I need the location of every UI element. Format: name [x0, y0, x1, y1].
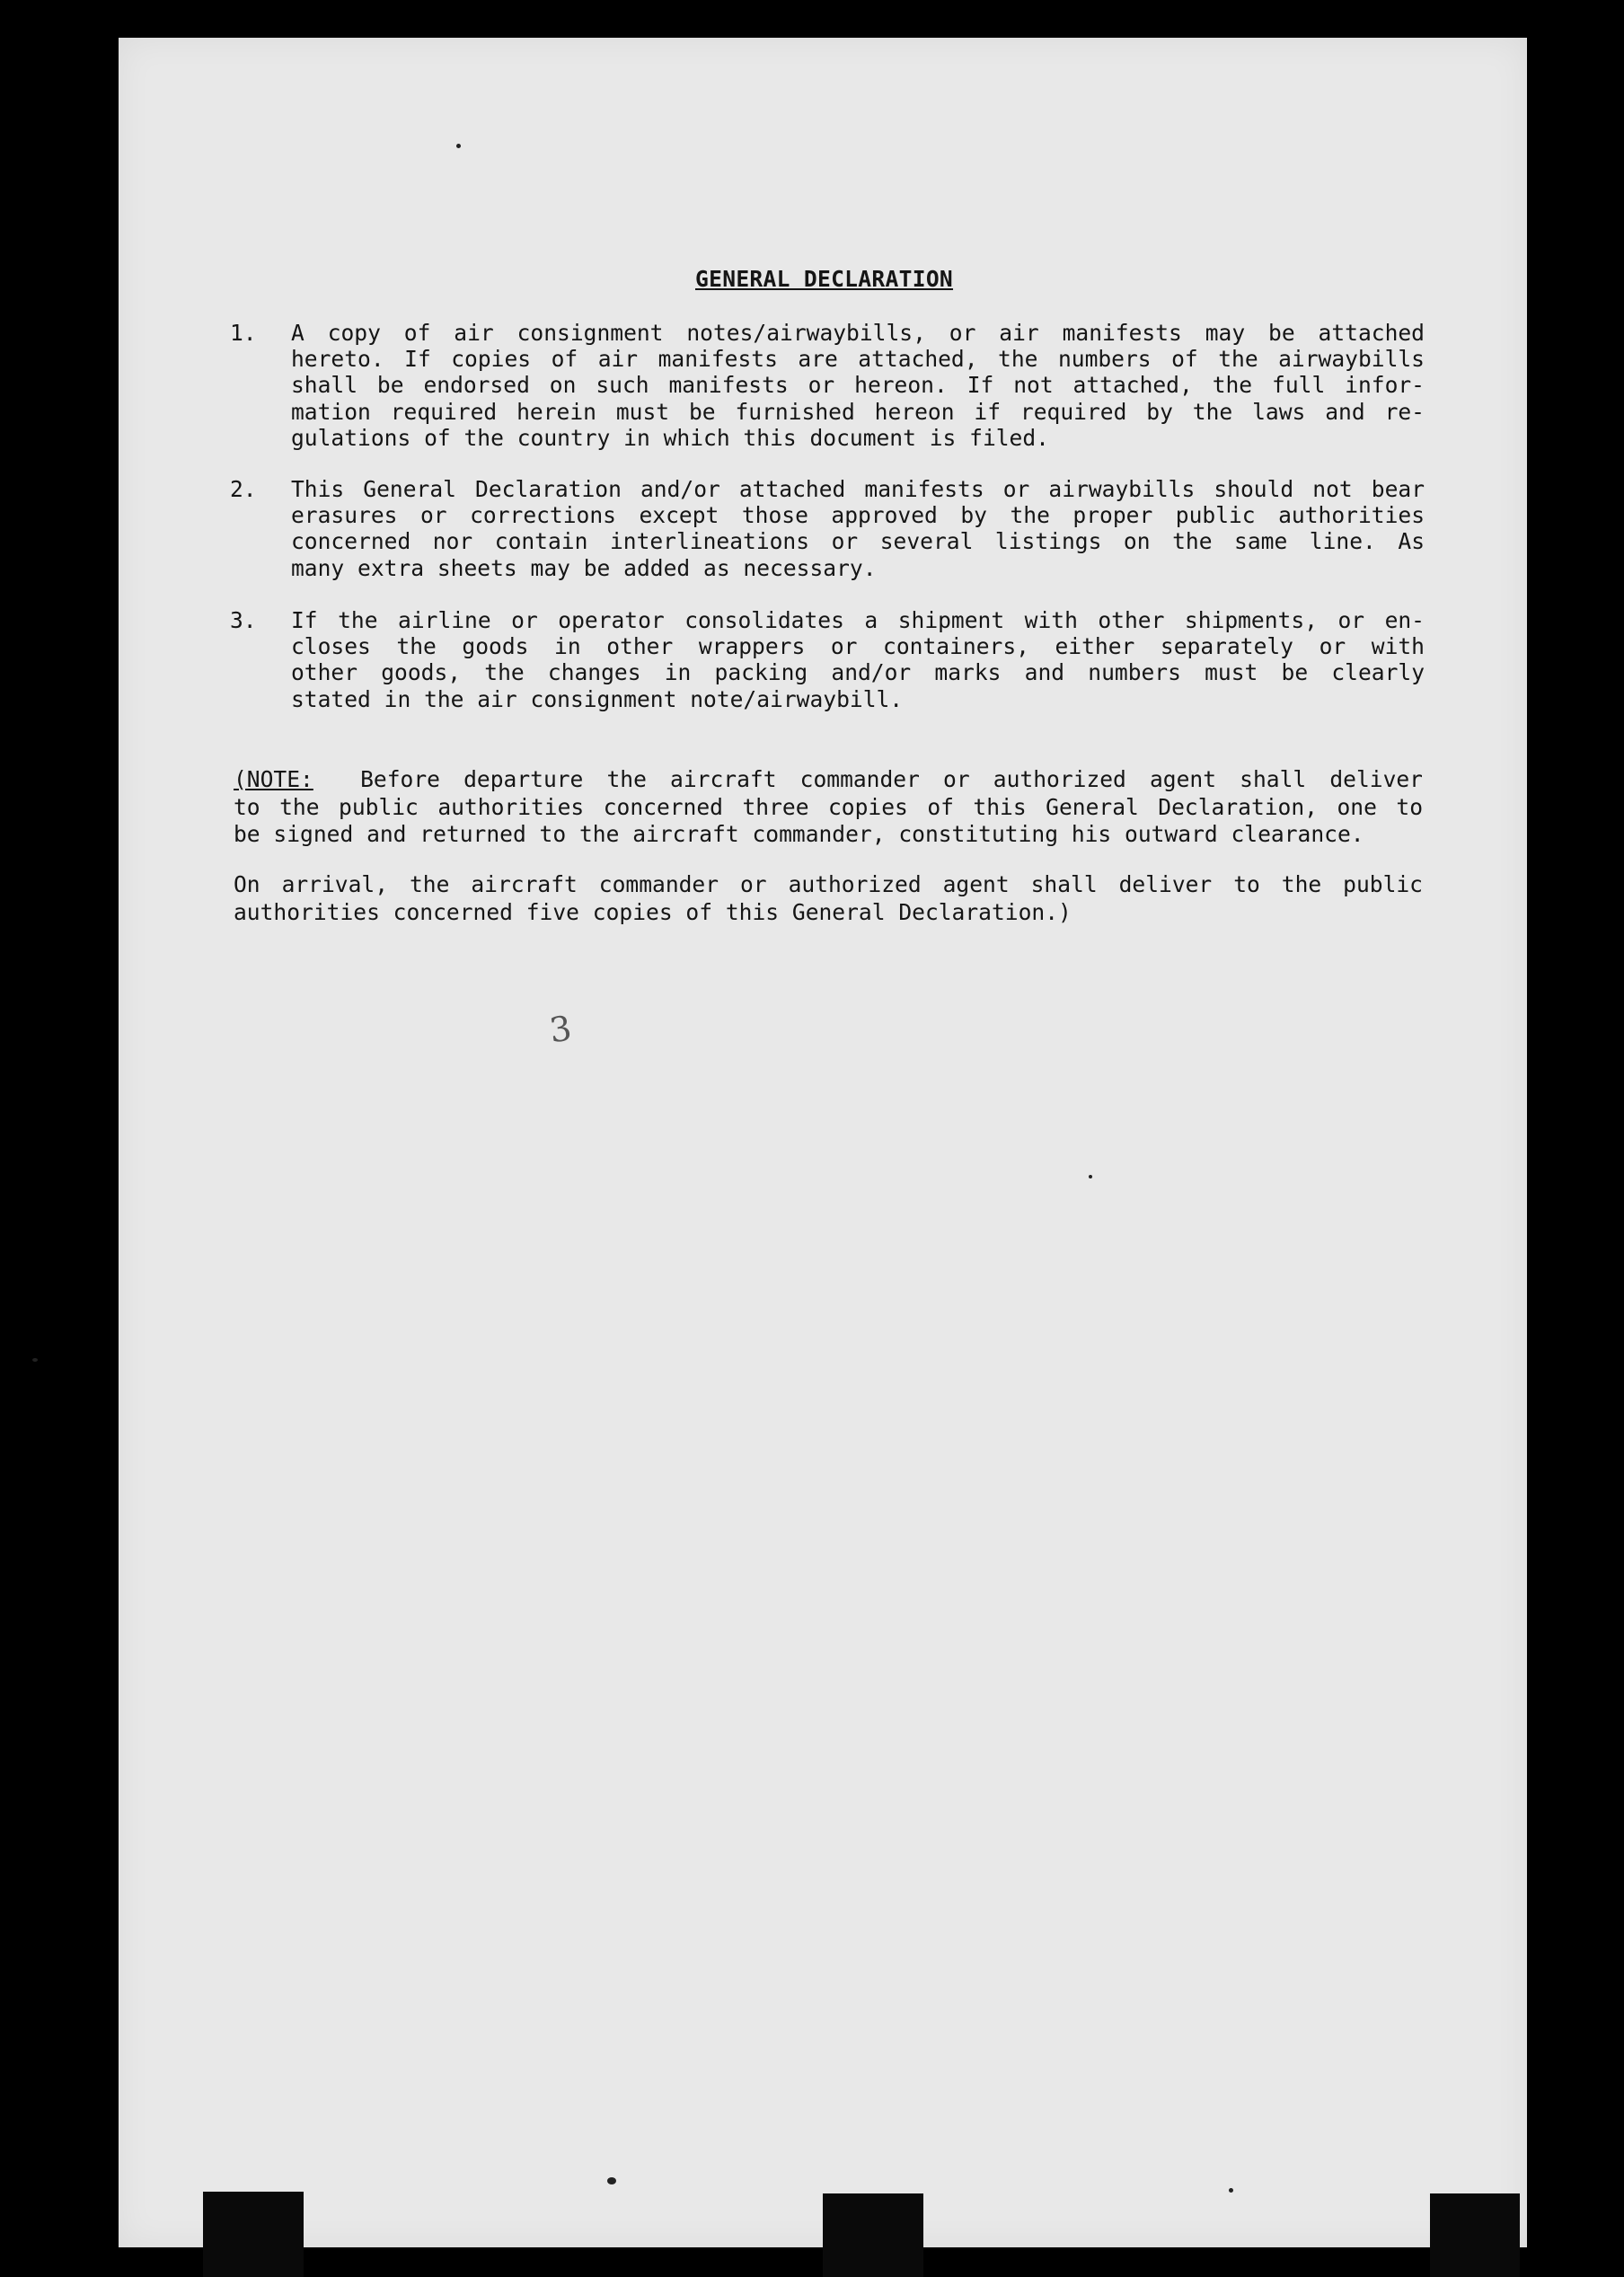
binding-tab [203, 2192, 304, 2277]
text-line: gulations of the country in which this document is filed. [291, 424, 1049, 451]
item-number: 2. [230, 476, 257, 502]
text-line: shall be endorsed on such manifests or hereon. If not attached, the full infor- [291, 372, 1425, 399]
text-line: A copy of air consignment notes/airwaybills, or air manifests may be attached [291, 320, 1425, 346]
scan-speck [456, 144, 461, 148]
text-line: This General Declaration and/or attached manifests or airwaybills should not bear [291, 476, 1425, 502]
scan-speck [1229, 2188, 1233, 2193]
text-line: On arrival, the aircraft commander or authorized agent shall deliver to the public [234, 871, 1423, 897]
note-label: (NOTE: [234, 766, 313, 792]
scan-speck [1089, 1175, 1092, 1178]
note-paragraph [234, 766, 1423, 849]
text-line: stated in the air consignment note/airwaybill. [291, 685, 904, 712]
text-line: be signed and returned to the aircraft commander, constituting his outward clearance. [234, 821, 1364, 847]
document-title: GENERAL DECLARATION [695, 266, 954, 292]
item-text [291, 320, 1425, 451]
item-number: 1. [230, 320, 257, 346]
scan-speck [607, 2177, 616, 2184]
text-line: to the public authorities concerned three copies of this General Declaration, one to [234, 793, 1423, 820]
scan-speck [32, 1358, 38, 1362]
text-line: many extra sheets may be added as necessary. [291, 554, 877, 581]
binding-tab [823, 2193, 923, 2277]
item-text [291, 476, 1425, 581]
text-line: mation required herein must be furnished hereon if required by the laws and re- [291, 398, 1425, 425]
text-line: hereto. If copies of air manifests are attached, the numbers of the airwaybills [291, 346, 1425, 373]
text-line: erasures or corrections except those approved by the proper public authorities [291, 502, 1425, 529]
note-line-text: Before departure the aircraft commander or authorized agent shall deliver [360, 766, 1423, 792]
binding-tab [1430, 2193, 1520, 2277]
text-line: concerned nor contain interlineations or several listings on the same line. As [291, 528, 1425, 555]
text-line: closes the goods in other wrappers or containers, either separately or with [291, 633, 1425, 660]
text-line [234, 766, 1423, 794]
text-line: other goods, the changes in packing and/or marks and numbers must be clearly [291, 659, 1425, 686]
text-line: If the airline or operator consolidates a shipment with other shipments, or en- [291, 607, 1425, 633]
arrival-paragraph [234, 871, 1423, 926]
item-number: 3. [230, 607, 257, 633]
item-text [291, 607, 1425, 712]
handwritten-mark: 3 [547, 1008, 575, 1051]
text-line: authorities concerned five copies of this General Declaration.) [234, 898, 1072, 925]
